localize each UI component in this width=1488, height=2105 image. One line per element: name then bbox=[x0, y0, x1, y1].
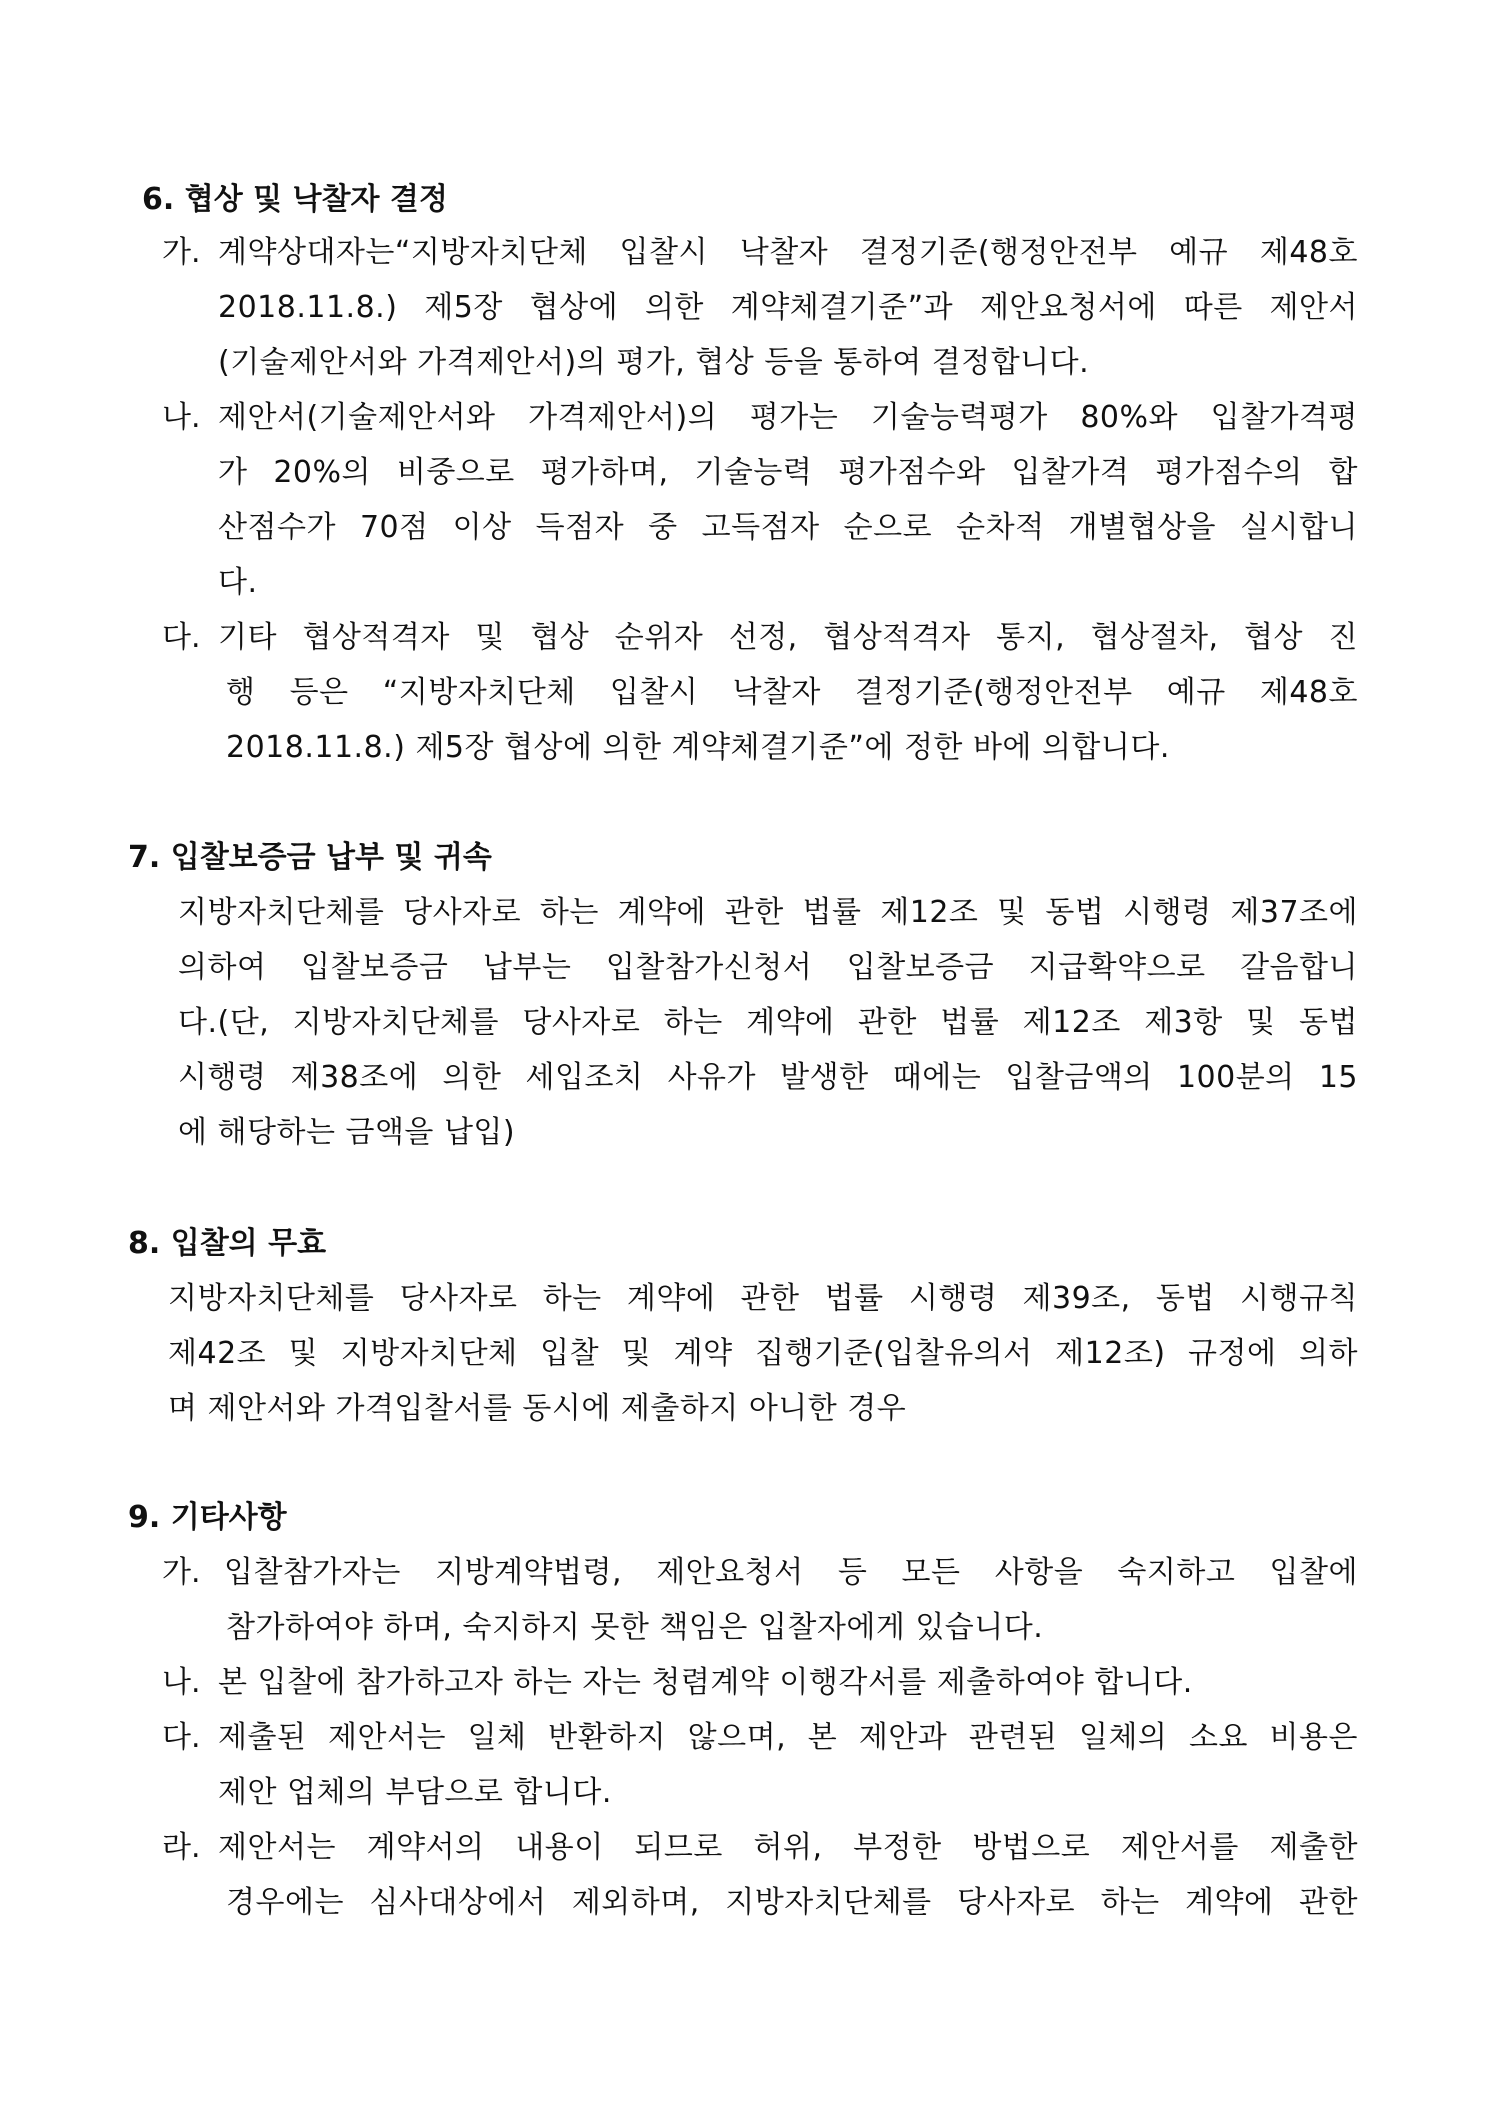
item-marker: 다. bbox=[162, 1720, 201, 1755]
paragraph-line: 에 해당하는 금액을 납입) bbox=[178, 1115, 516, 1150]
paragraph-line: 며 제안서와 가격입찰서를 동시에 제출하지 아니한 경우 bbox=[168, 1391, 907, 1426]
section-8-heading: 8. 입찰의 무효 bbox=[128, 1226, 327, 1261]
section-9-heading: 9. 기타사항 bbox=[128, 1500, 287, 1535]
paragraph-line: 다.(단, 지방자치단체를 당사자로 하는 계약에 관한 법률 제12조 제3항 및 동법 bbox=[178, 1005, 1358, 1040]
item-marker: 가. bbox=[162, 1555, 201, 1590]
paragraph-line: 제안서는 계약서의 내용이 되므로 허위, 부정한 방법으로 제안서를 제출한 bbox=[218, 1830, 1358, 1865]
paragraph-line: 기타 협상적격자 및 협상 순위자 선정, 협상적격자 통지, 협상절차, 협상 진 bbox=[218, 620, 1358, 655]
paragraph-line: 경우에는 심사대상에서 제외하며, 지방자치단체를 당사자로 하는 계약에 관한 bbox=[226, 1885, 1358, 1920]
paragraph-line: 의하여 입찰보증금 납부는 입찰참가신청서 입찰보증금 지급확약으로 갈음합니 bbox=[178, 950, 1358, 985]
item-marker: 라. bbox=[162, 1830, 201, 1865]
paragraph-line: 제안 업체의 부담으로 합니다. bbox=[218, 1775, 612, 1810]
paragraph-line: 제안서(기술제안서와 가격제안서)의 평가는 기술능력평가 80%와 입찰가격평 bbox=[218, 400, 1358, 435]
paragraph-line: 지방자치단체를 당사자로 하는 계약에 관한 법률 시행령 제39조, 동법 시행규칙 bbox=[168, 1281, 1358, 1316]
section-6-heading: 6. 협상 및 낙찰자 결정 bbox=[142, 182, 448, 217]
item-marker: 가. bbox=[162, 235, 201, 270]
paragraph-line: 2018.11.8.) 제5장 협상에 의한 계약체결기준”과 제안요청서에 따른 제안서 bbox=[218, 290, 1358, 325]
paragraph-line: (기술제안서와 가격제안서)의 평가, 협상 등을 통하여 결정합니다. bbox=[218, 345, 1090, 380]
paragraph-line: 산점수가 70점 이상 득점자 중 고득점자 순으로 순차적 개별협상을 실시합니 bbox=[218, 510, 1358, 545]
paragraph-line: 2018.11.8.) 제5장 협상에 의한 계약체결기준”에 정한 바에 의합니다. bbox=[226, 730, 1170, 765]
paragraph-line: 행 등은 “지방자치단체 입찰시 낙찰자 결정기준(행정안전부 예규 제48호 bbox=[226, 675, 1358, 710]
paragraph-line: 제42조 및 지방자치단체 입찰 및 계약 집행기준(입찰유의서 제12조) 규정에 의하 bbox=[168, 1336, 1358, 1371]
paragraph-line: 가 20%의 비중으로 평가하며, 기술능력 평가점수와 입찰가격 평가점수의 합 bbox=[218, 455, 1358, 490]
item-marker: 나. bbox=[162, 1665, 201, 1700]
paragraph-line: 계약상대자는“지방자치단체 입찰시 낙찰자 결정기준(행정안전부 예규 제48호 bbox=[218, 235, 1358, 270]
paragraph-line: 지방자치단체를 당사자로 하는 계약에 관한 법률 제12조 및 동법 시행령 제37조에 bbox=[178, 895, 1358, 930]
paragraph-line: 제출된 제안서는 일체 반환하지 않으며, 본 제안과 관련된 일체의 소요 비용은 bbox=[218, 1720, 1358, 1755]
section-7-heading: 7. 입찰보증금 납부 및 귀속 bbox=[128, 840, 492, 875]
paragraph-line: 본 입찰에 참가하고자 하는 자는 청렴계약 이행각서를 제출하여야 합니다. bbox=[218, 1665, 1193, 1700]
paragraph-line: 다. bbox=[218, 565, 258, 600]
paragraph-line: 입찰참가자는 지방계약법령, 제안요청서 등 모든 사항을 숙지하고 입찰에 bbox=[224, 1555, 1358, 1590]
paragraph-line: 시행령 제38조에 의한 세입조치 사유가 발생한 때에는 입찰금액의 100분의 15 bbox=[178, 1060, 1358, 1095]
item-marker: 다. bbox=[162, 620, 201, 655]
item-marker: 나. bbox=[162, 400, 201, 435]
paragraph-line: 참가하여야 하며, 숙지하지 못한 책임은 입찰자에게 있습니다. bbox=[226, 1610, 1044, 1645]
